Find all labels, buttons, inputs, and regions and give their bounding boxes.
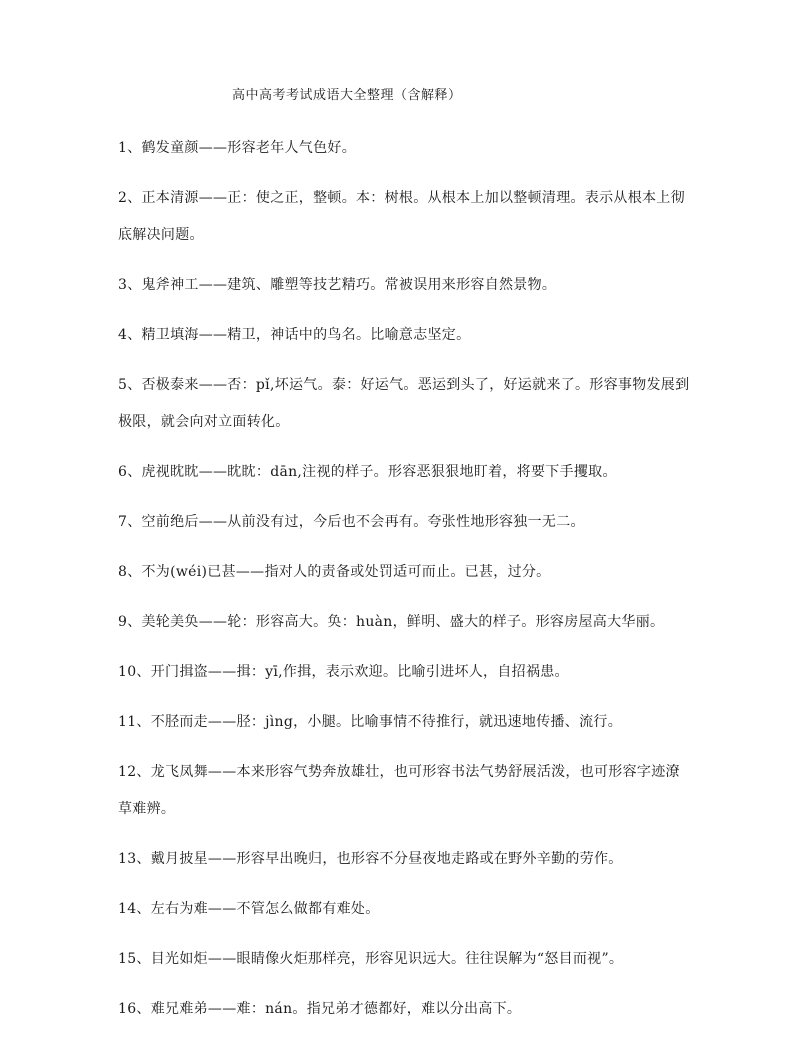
idiom-entry-5: 5、否极泰来——否：pǐ,坏运气。泰：好运气。恶运到头了，好运就来了。形容事物发展到极限，就会向对立面转化。 <box>118 377 690 430</box>
idiom-entry-12: 12、龙飞凤舞——本来形容气势奔放雄壮，也可形容书法气势舒展活泼，也可形容字迹潦草难辨。 <box>118 764 680 817</box>
idiom-entry-11: 11、不胫而走——胫：jìng，小腿。比喻事情不待推行，就迅速地传播、流行。 <box>118 714 623 730</box>
idiom-entry-1: 1、鹤发童颜——形容老年人气色好。 <box>118 140 357 156</box>
idiom-entry-6: 6、虎视眈眈——眈眈：dān,注视的样子。形容恶狠狠地盯着，将要下手攫取。 <box>118 464 617 480</box>
idiom-entry-10: 10、开门揖盗——揖：yī,作揖，表示欢迎。比喻引进坏人，自招祸患。 <box>118 664 569 680</box>
idiom-entry-3: 3、鬼斧神工——建筑、雕塑等技艺精巧。常被误用来形容自然景物。 <box>118 277 557 293</box>
idiom-entry-8: 8、不为(wéi)已甚——指对人的责备或处罚适可而止。已甚，过分。 <box>118 564 551 580</box>
idiom-entry-16: 16、难兄难弟——难：nán。指兄弟才德都好，难以分出高下。 <box>118 1001 522 1017</box>
idiom-entry-2: 2、正本清源——正：使之正，整顿。本：树根。从根本上加以整顿清理。表示从根本上彻底解决问题。 <box>118 190 685 243</box>
document-title: 高中高考考试成语大全整理（含解释） <box>232 88 462 103</box>
idiom-entry-15: 15、目光如炬——眼睛像火炬那样亮，形容见识远大。往往误解为“怒目而视”。 <box>118 951 624 967</box>
idiom-entry-9: 9、美轮美奂——轮：形容高大。奂：huàn，鲜明、盛大的样子。形容房屋高大华丽。 <box>118 614 665 630</box>
idiom-entry-13: 13、戴月披星——形容早出晚归，也形容不分昼夜地走路或在野外辛勤的劳作。 <box>118 851 623 867</box>
idiom-entry-7: 7、空前绝后——从前没有过，今后也不会再有。夸张性地形容独一无二。 <box>118 514 585 530</box>
idiom-entry-14: 14、左右为难——不管怎么做都有难处。 <box>118 901 380 917</box>
idiom-list <box>118 130 692 1041</box>
idiom-entry-4: 4、精卫填海——精卫，神话中的鸟名。比喻意志坚定。 <box>118 327 471 343</box>
